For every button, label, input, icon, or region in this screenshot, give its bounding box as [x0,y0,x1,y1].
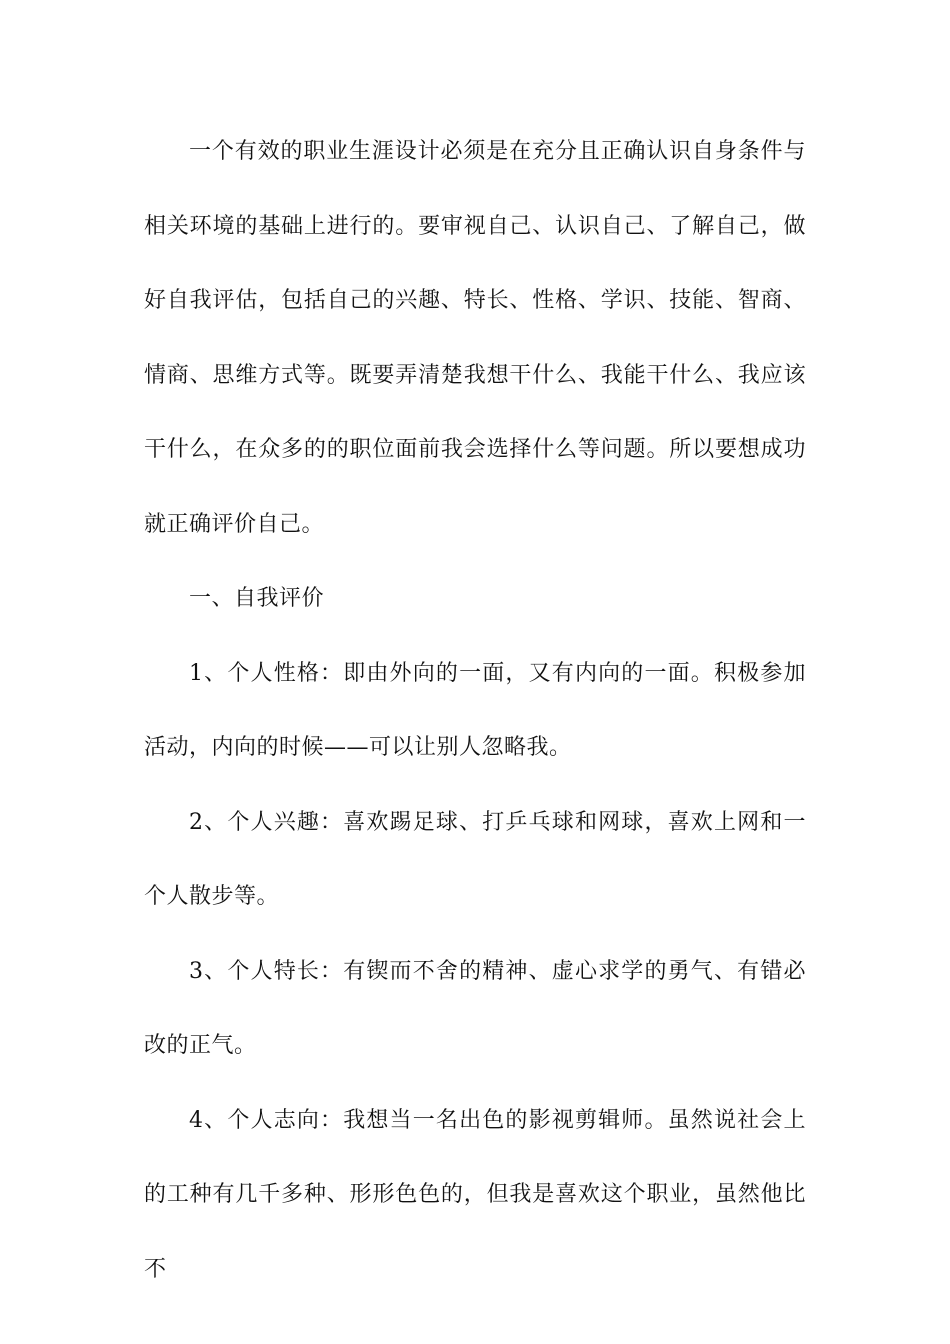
intro-paragraph: 一个有效的职业生涯设计必须是在充分且正确认识自身条件与相关环境的基础上进行的。要审视自己、认识自己、了解自己，做好自我评估，包括自己的兴趣、特长、性格、学识、技能、智商、情商、思维方式等。既要弄清楚我想干什么、我能干什么、我应该干什么，在众多的的职位面前我会选择什么等问题。所以要想成功就正确评价自己。 [144,139,806,537]
section-heading-self-evaluation: 一、自我评价 [189,586,325,611]
item-interests-paragraph: 2、个人兴趣：喜欢踢足球、打乒乓球和网球，喜欢上网和一个人散步等。 [144,809,806,909]
document-body [144,115,806,1307]
item-strengths-paragraph: 3、个人特长：有锲而不舍的精神、虚心求学的勇气、有错必改的正气。 [144,958,806,1058]
item-aspiration-paragraph: 4、个人志向：我想当一名出色的影视剪辑师。虽然说社会上的工种有几千多种、形形色色的，但我是喜欢这个职业，虽然他比不 [144,1107,806,1282]
item-personality-paragraph: 1、个人性格：即由外向的一面，又有内向的一面。积极参加活动，内向的时候——可以让别人忽略我。 [144,660,806,760]
